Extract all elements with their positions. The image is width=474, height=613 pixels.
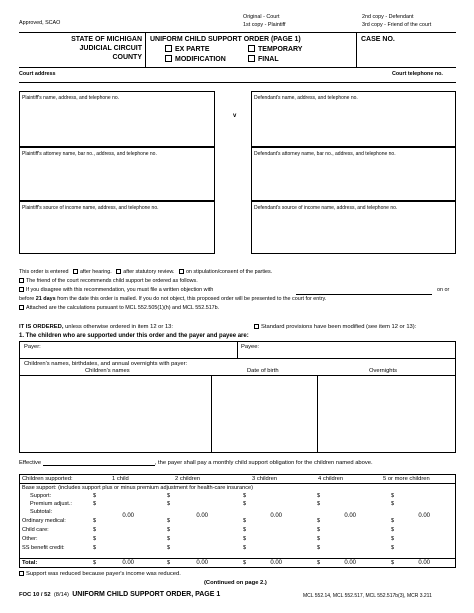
total-value: 0.00 — [270, 560, 282, 566]
row-premium-adjust: Premium adjust.: — [30, 501, 72, 507]
currency-sign: $ — [391, 527, 395, 533]
distribution-defendant: 2nd copy - Defendant — [362, 14, 414, 20]
standard-provisions-line — [254, 324, 416, 330]
attached-line — [19, 305, 219, 311]
currency-sign: $ — [93, 527, 97, 533]
currency-sign: $ — [93, 518, 97, 524]
children-col-divider-2 — [317, 375, 318, 453]
ex-parte-checkbox[interactable] — [165, 45, 172, 52]
after-hearing-checkbox[interactable] — [73, 269, 78, 274]
header-bottom-rule — [19, 67, 456, 68]
reduced-checkbox[interactable] — [19, 571, 24, 576]
col-children-names: Children's names — [85, 368, 130, 374]
payer-payee-divider — [237, 341, 238, 358]
currency-sign: $ — [243, 493, 247, 499]
entry-line — [19, 269, 272, 275]
stipulation-label: on stipulation/consent of the parties. — [185, 269, 273, 275]
currency-sign: $ — [243, 518, 247, 524]
col-4-children: 4 children — [318, 476, 344, 482]
form-date: (8/14) — [53, 592, 69, 598]
children-col-divider-1 — [211, 375, 212, 453]
children-intro-label: Children's names, birthdates, and annual overnights with payer: — [24, 361, 188, 367]
option-ex-parte[interactable] — [165, 45, 210, 53]
form-footer — [19, 591, 220, 598]
row-ss-benefit-credit: SS benefit credit: — [22, 545, 65, 551]
children-supported-label: Children supported: — [22, 476, 73, 482]
total-value: 0.00 — [344, 560, 356, 566]
currency-sign: $ — [317, 536, 321, 542]
distribution-foc: 3rd copy - Friend of the court — [362, 22, 432, 28]
after-hearing-label: after hearing. — [79, 269, 112, 275]
subtotal-value: 0.00 — [270, 513, 282, 519]
currency-sign: $ — [93, 536, 97, 542]
approved-label: Approved, SCAO — [19, 20, 61, 26]
currency-sign: $ — [167, 536, 171, 542]
case-no-label: CASE NO. — [361, 36, 395, 43]
col-2-children: 2 children — [175, 476, 201, 482]
objection-court-field[interactable] — [296, 294, 432, 295]
col-1-child: 1 child — [112, 476, 129, 482]
item1-heading: 1. The children who are supported under this order and the payer and payee are: — [19, 333, 249, 339]
continued-label: (Continued on page 2.) — [204, 580, 267, 586]
state-label: STATE OF MICHIGAN — [71, 36, 142, 43]
temporary-checkbox[interactable] — [248, 45, 255, 52]
modification-checkbox[interactable] — [165, 55, 172, 62]
ordered-bold: IT IS ORDERED, — [19, 324, 64, 330]
defendant-name-label: Defendant's name, address, and telephone no. — [254, 95, 358, 101]
reduced-label: Support was reduced because payer's income was reduced. — [26, 571, 181, 577]
effective-rest: , the payer shall pay a monthly child support obligation for the children named above. — [154, 460, 373, 466]
currency-sign: $ — [317, 545, 321, 551]
citations-label: MCL 552.14, MCL 552.517, MCL 552.517b(3), MCR 3.211 — [303, 593, 432, 599]
attached-label: Attached are the calculations pursuant to MCL 552.505(1)(h) and MCL 552.517b. — [26, 305, 220, 311]
currency-sign: $ — [391, 501, 395, 507]
plaintiff-name-label: Plaintiff's name, address, and telephone no. — [22, 95, 120, 101]
currency-sign: $ — [243, 501, 247, 507]
currency-sign: $ — [317, 527, 321, 533]
header-divider-2 — [356, 32, 357, 67]
currency-sign: $ — [243, 527, 247, 533]
days-label: 21 days — [35, 296, 56, 302]
header-top-rule — [19, 32, 456, 33]
row-support: Support: — [30, 493, 52, 499]
court-phone-label: Court telephone no. — [392, 71, 443, 77]
disagree-checkbox[interactable] — [19, 287, 24, 292]
modification-label: MODIFICATION — [175, 56, 226, 63]
circuit-label: JUDICIAL CIRCUIT — [79, 45, 142, 52]
disagree-label: If you disagree with this recommendation, you must file a written objection with — [26, 287, 214, 293]
children-header-rule — [19, 375, 456, 376]
currency-sign: $ — [243, 560, 247, 566]
subtotal-value: 0.00 — [196, 513, 208, 519]
currency-sign: $ — [167, 501, 171, 507]
option-temporary[interactable] — [248, 45, 302, 53]
after-review-label: after statutory review. — [123, 269, 175, 275]
currency-sign: $ — [243, 536, 247, 542]
support-total-rule — [19, 558, 456, 559]
before-rest-label: from the date this order is mailed. If you do not object, this proposed order will be presented to the court for entry. — [55, 296, 327, 302]
plaintiff-attorney-label: Plaintiff's attorney name, bar no., address, and telephone no. — [22, 151, 157, 157]
before-line — [19, 296, 326, 302]
currency-sign: $ — [167, 518, 171, 524]
foc-recommends-line — [19, 278, 198, 284]
defendant-income-label: Defendant's source of income name, address, and telephone no. — [254, 205, 398, 211]
col-3-children: 3 children — [252, 476, 278, 482]
payer-label: Payer: — [24, 344, 41, 350]
row-total: Total: — [22, 560, 38, 566]
subtotal-value: 0.00 — [344, 513, 356, 519]
option-final[interactable] — [248, 55, 279, 63]
currency-sign: $ — [317, 493, 321, 499]
stipulation-checkbox[interactable] — [179, 269, 184, 274]
defendant-attorney-label: Defendant's attorney name, bar no., address, and telephone no. — [254, 151, 396, 157]
form-title: UNIFORM CHILD SUPPORT ORDER (PAGE 1) — [150, 36, 301, 43]
col-overnights: Overnights — [369, 368, 398, 374]
currency-sign: $ — [167, 527, 171, 533]
before-label: before — [19, 296, 36, 302]
final-checkbox[interactable] — [248, 55, 255, 62]
subtotal-value: 0.00 — [418, 513, 430, 519]
currency-sign: $ — [243, 545, 247, 551]
row-child-care: Child care: — [22, 527, 49, 533]
standard-provisions-label: Standard provisions have been modified (see item 12 or 13): — [261, 324, 417, 330]
entry-label: This order is entered — [19, 269, 69, 275]
payer-row-rule — [19, 358, 456, 359]
col-5-children: 5 or more children — [383, 476, 430, 482]
foc-recommends-label: The friend of the court recommends child support be ordered as follows. — [26, 278, 198, 284]
court-address-label: Court address — [19, 71, 56, 77]
county-label: COUNTY — [112, 54, 142, 61]
base-support-label: Base support: (includes support plus or minus premium adjustment for health-care insurance) — [22, 485, 254, 491]
temporary-label: TEMPORARY — [258, 46, 303, 53]
currency-sign: $ — [391, 493, 395, 499]
total-value: 0.00 — [418, 560, 430, 566]
foc-recommends-checkbox[interactable] — [19, 278, 24, 283]
court-address-rule — [19, 82, 456, 83]
row-ordinary-medical: Ordinary medical: — [22, 518, 66, 524]
currency-sign: $ — [391, 518, 395, 524]
plaintiff-income-label: Plaintiff's source of income name, address, and telephone no. — [22, 205, 159, 211]
form-number: FOC 10 / 52 — [19, 592, 51, 598]
col-date-of-birth: Date of birth — [247, 368, 279, 374]
currency-sign: $ — [93, 545, 97, 551]
effective-label: Effective — [19, 460, 42, 466]
currency-sign: $ — [317, 518, 321, 524]
distribution-original: Original - Court — [243, 14, 280, 20]
option-modification[interactable] — [165, 55, 226, 63]
row-other: Other: — [22, 536, 38, 542]
currency-sign: $ — [167, 545, 171, 551]
currency-sign: $ — [93, 501, 97, 507]
on-or-label: on or — [437, 287, 450, 293]
effective-line — [19, 459, 373, 466]
currency-sign: $ — [167, 493, 171, 499]
footer-title: UNIFORM CHILD SUPPORT ORDER, PAGE 1 — [72, 591, 221, 598]
currency-sign: $ — [391, 545, 395, 551]
disagree-line — [19, 287, 213, 293]
subtotal-value: 0.00 — [122, 513, 134, 519]
after-review-checkbox[interactable] — [116, 269, 121, 274]
ex-parte-label: EX PARTE — [175, 46, 210, 53]
ordered-rest: unless otherwise ordered in item 12 or 13: — [63, 324, 174, 330]
currency-sign: $ — [317, 501, 321, 507]
standard-provisions-checkbox[interactable] — [254, 324, 259, 329]
effective-date-field[interactable] — [43, 459, 155, 466]
currency-sign: $ — [391, 536, 395, 542]
ordered-line — [19, 324, 173, 330]
distribution-plaintiff: 1st copy - Plaintiff — [243, 22, 286, 28]
support-header-rule — [19, 483, 456, 484]
currency-sign: $ — [93, 560, 97, 566]
reduced-line — [19, 571, 181, 577]
currency-sign: $ — [93, 493, 97, 499]
header-divider-1 — [145, 32, 146, 67]
row-subtotal: Subtotal: — [30, 509, 53, 515]
currency-sign: $ — [167, 560, 171, 566]
total-value: 0.00 — [196, 560, 208, 566]
versus-label: v — [233, 113, 237, 119]
currency-sign: $ — [391, 560, 395, 566]
attached-checkbox[interactable] — [19, 305, 24, 310]
final-label: FINAL — [258, 56, 279, 63]
payee-label: Payee: — [241, 344, 260, 350]
currency-sign: $ — [317, 560, 321, 566]
total-value: 0.00 — [122, 560, 134, 566]
